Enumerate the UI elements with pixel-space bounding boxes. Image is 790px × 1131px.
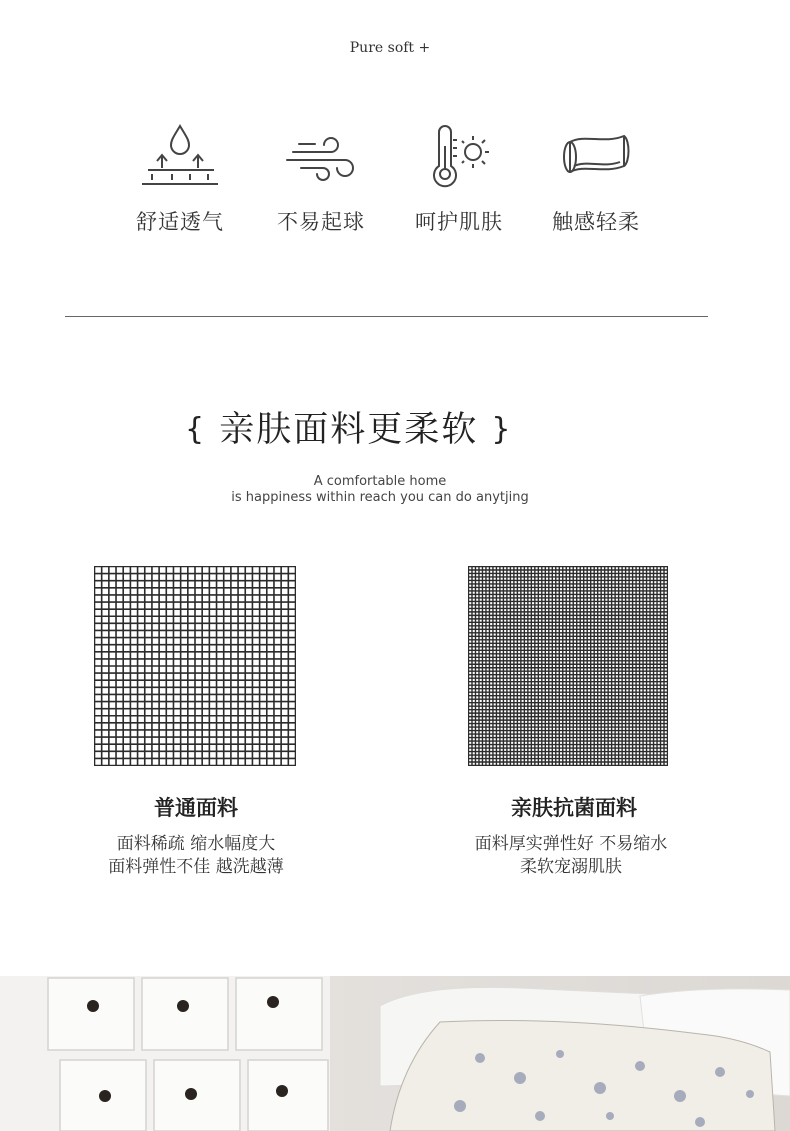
premium-fabric-desc-1: 面料厚实弹性好 不易缩水: [474, 834, 668, 854]
feature-label: 不易起球: [277, 210, 365, 234]
close-brace: }: [491, 412, 513, 447]
premium-fabric-grid: [468, 566, 668, 766]
premium-fabric-title: 亲肤抗菌面料: [511, 796, 637, 820]
feature-label: 呵护肌肤: [415, 210, 503, 234]
bedroom-photo: [0, 976, 790, 1131]
section-divider: [65, 316, 708, 317]
feature-breathable: [110, 122, 250, 236]
regular-fabric-desc-1: 面料稀疏 缩水幅度大: [116, 834, 276, 854]
open-brace: {: [185, 412, 207, 447]
breathable-icon: [138, 122, 222, 192]
feature-label: 舒适透气: [136, 210, 224, 234]
fabric-roll-icon: [554, 122, 638, 192]
feature-icons-row: [110, 122, 680, 252]
section-subtitle-line2: is happiness within reach you can do anytjing: [231, 490, 529, 505]
thermometer-sun-icon: [417, 122, 501, 192]
feature-label: 触感轻柔: [552, 210, 640, 234]
section-subtitle-line1: A comfortable home: [313, 474, 447, 489]
section-title: [185, 402, 515, 452]
section-title-text: 亲肤面料更柔软: [219, 410, 479, 450]
premium-fabric-desc-2: 柔软宠溺肌肤: [520, 857, 622, 877]
regular-fabric-desc-2: 面料弹性不佳 越洗越薄: [108, 857, 284, 877]
brand-tagline: Pure soft +: [349, 40, 431, 56]
regular-fabric-title: 普通面料: [154, 796, 238, 820]
feature-skin-care: [389, 122, 529, 236]
feature-soft-touch: [526, 122, 666, 236]
feature-anti-pilling: [251, 122, 391, 236]
wind-icon: [279, 122, 363, 192]
regular-fabric-grid: [94, 566, 296, 766]
